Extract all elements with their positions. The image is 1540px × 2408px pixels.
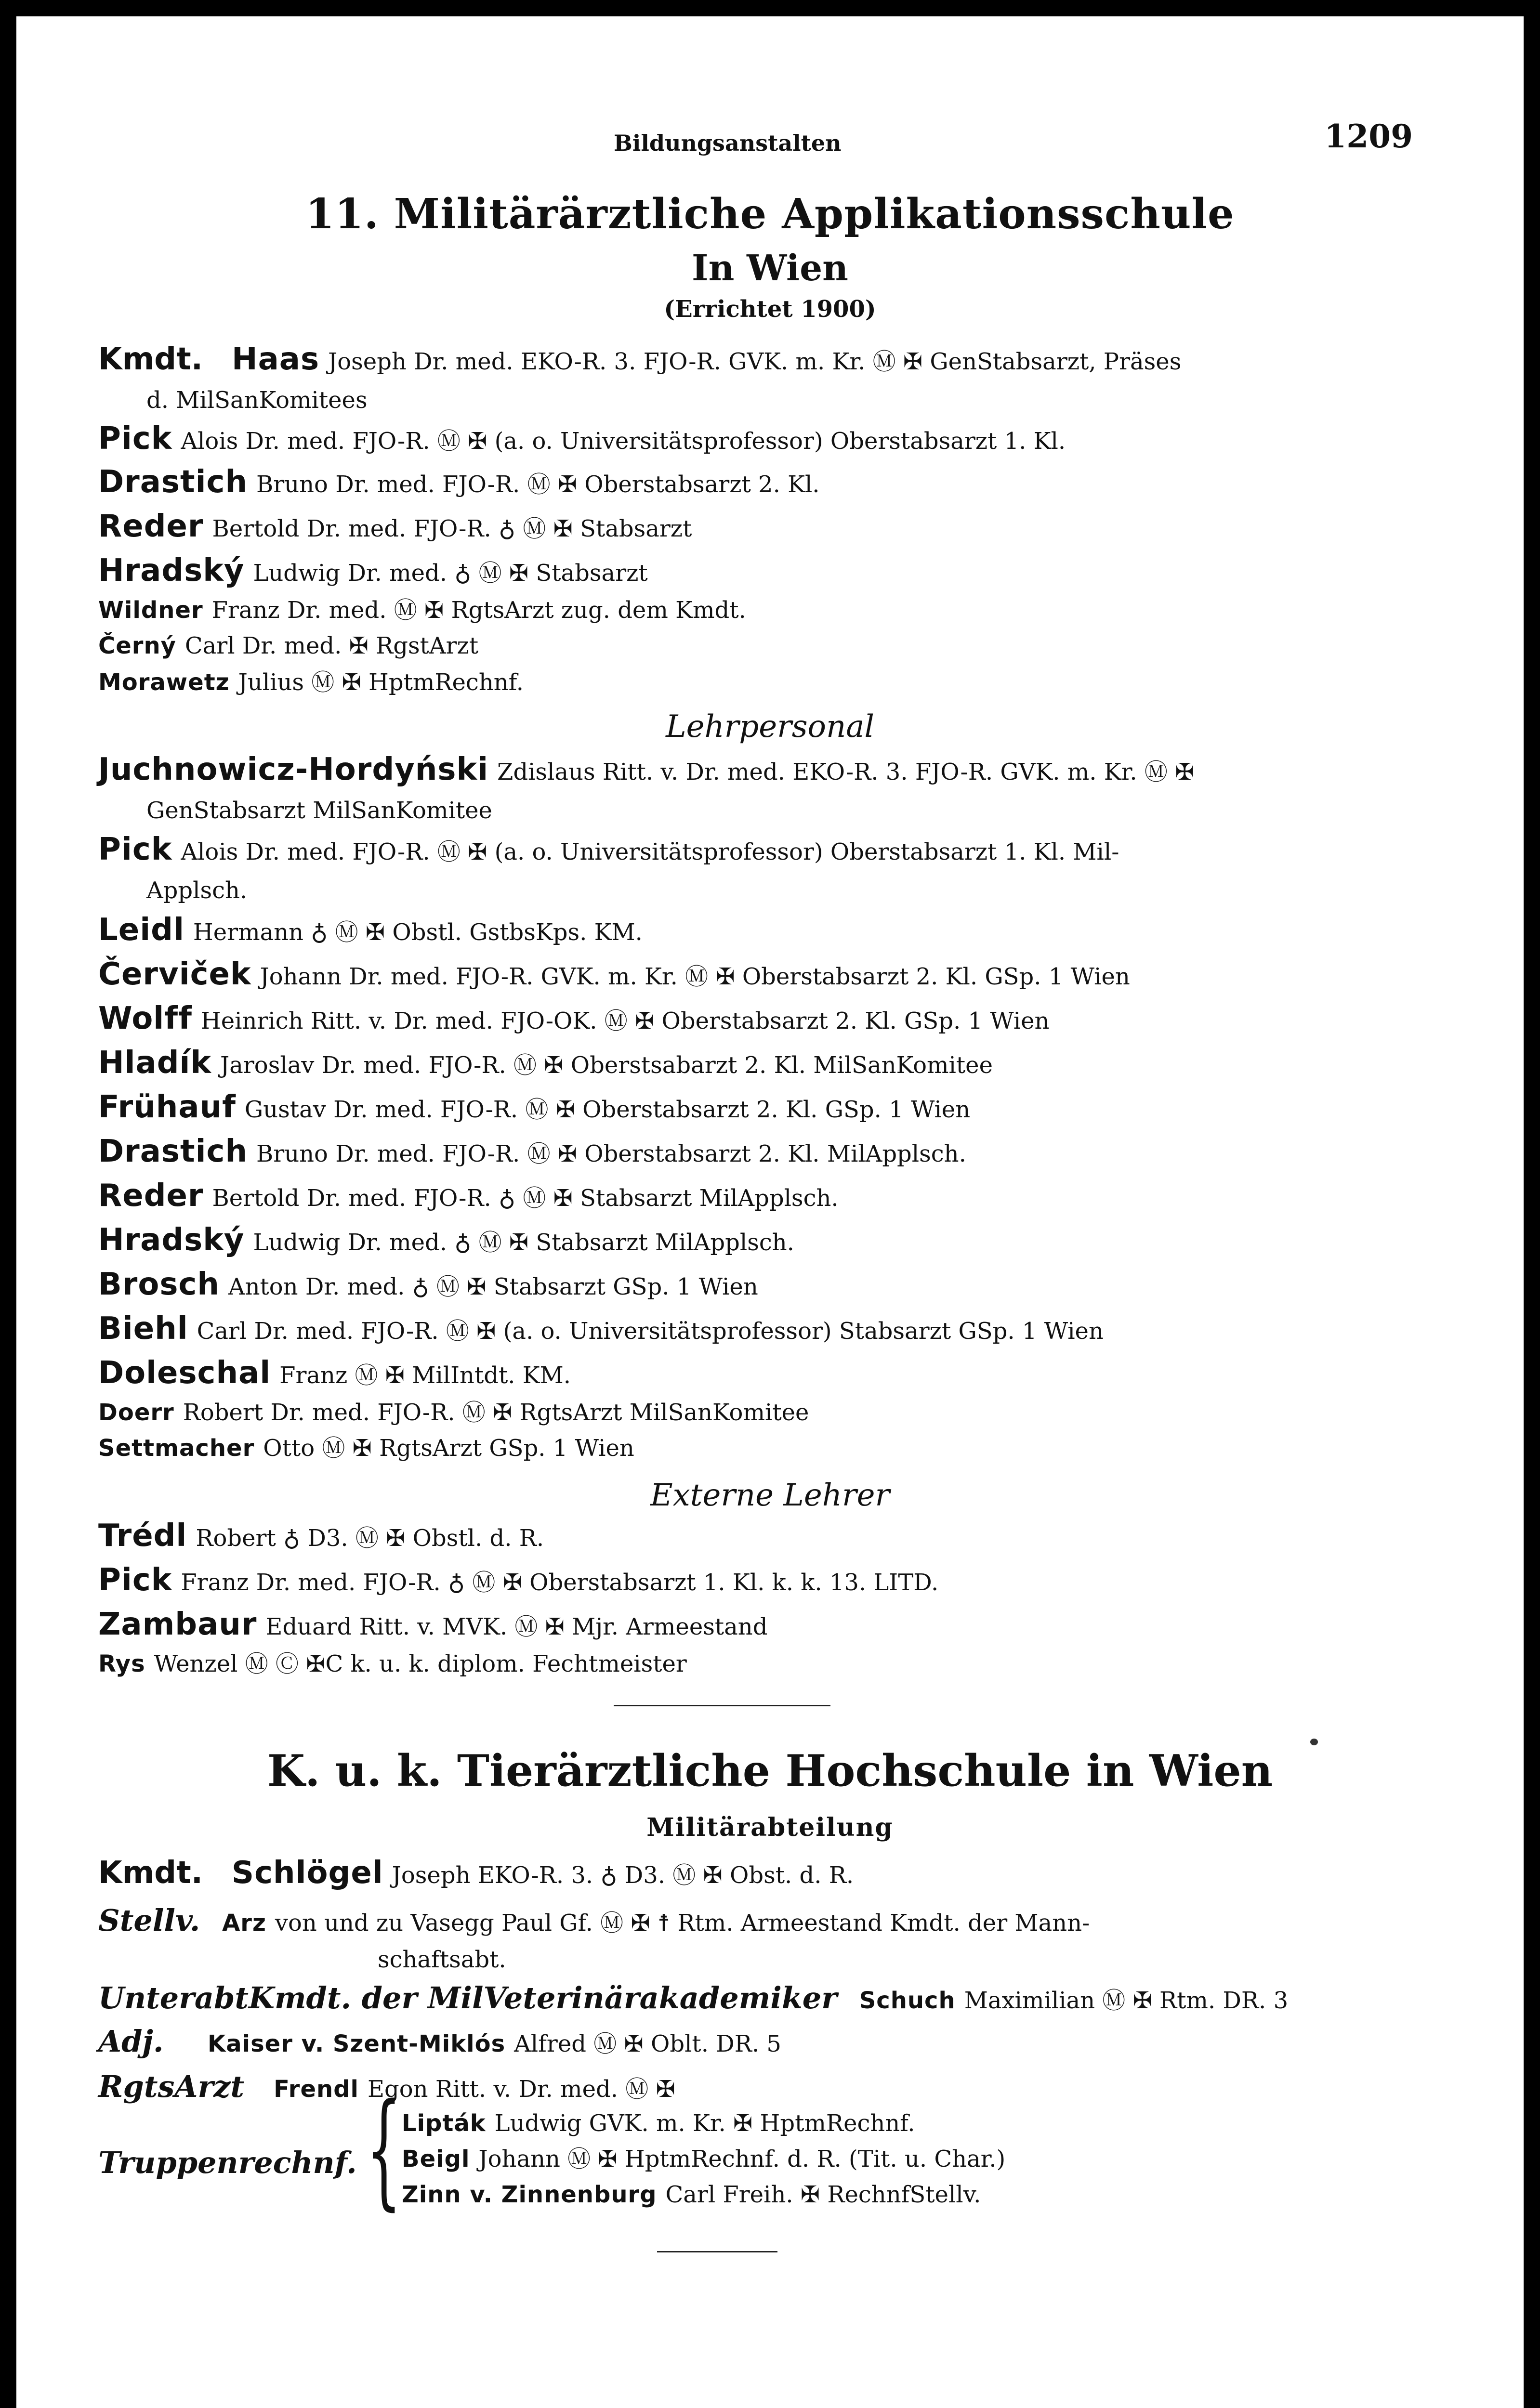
truppen-item: Beigl Johann Ⓜ ✠ HptmRechnf. d. R. (Tit. u. Char.): [402, 2146, 1006, 2172]
stellv-entry: Stellv. Arz von und zu Vasegg Paul Gf. Ⓜ ✠ ☨ Rtm. Armeestand Kmdt. der Mann- schaftsabt.: [98, 1903, 1090, 1973]
document-page: [16, 16, 1524, 2408]
running-title: Bildungsanstalten: [614, 130, 842, 156]
rgtsarzt-entry: RgtsArzt Frendl Egon Ritt. v. Dr. med. Ⓜ ✠: [98, 2069, 675, 2104]
staff-entry: Wildner Franz Dr. med. Ⓜ ✠ RgtsArzt zug. dem Kmdt.: [98, 597, 746, 624]
staff-entry: Reder Bertold Dr. med. FJO-R. ♁ Ⓜ ✠ Stabsarzt: [98, 509, 692, 544]
ink-speck: [1310, 1739, 1318, 1745]
school-founded: (Errichtet 1900): [664, 296, 876, 323]
section-heading-lehrpersonal: Lehrpersonal: [666, 709, 874, 745]
teacher-entry: Reder Bertold Dr. med. FJO-R. ♁ Ⓜ ✠ Stabsarzt MilApplsch.: [98, 1178, 839, 1214]
staff-entry: Morawetz Julius Ⓜ ✠ HptmRechnf.: [98, 669, 524, 696]
external-teacher-entry: Trédl Robert ♁ D3. Ⓜ ✠ Obstl. d. R.: [98, 1518, 544, 1554]
school2-subtitle: Militärabteilung: [646, 1813, 894, 1842]
teacher-entry: Drastich Bruno Dr. med. FJO-R. Ⓜ ✠ Oberstabsarzt 2. Kl. MilApplsch.: [98, 1134, 966, 1169]
kmdt-entry: Kmdt. Schlögel Joseph EKO-R. 3. ♁ D3. Ⓜ ✠ Obst. d. R.: [98, 1855, 854, 1891]
external-teacher-entry: Zambaur Eduard Ritt. v. MVK. Ⓜ ✠ Mjr. Armeestand: [98, 1607, 768, 1642]
teacher-entry: Juchnowicz-Hordyński Zdislaus Ritt. v. Dr. med. EKO-R. 3. FJO-R. GVK. m. Kr. Ⓜ ✠ GenStabsarzt MilSanKomitee: [98, 752, 1195, 824]
staff-entry: Pick Alois Dr. med. FJO-R. Ⓜ ✠ (a. o. Universitätsprofessor) Oberstabsarzt 1. Kl.: [98, 421, 1066, 457]
staff-entry: Drastich Bruno Dr. med. FJO-R. Ⓜ ✠ Oberstabsarzt 2. Kl.: [98, 464, 820, 500]
staff-entry: Kmdt. Haas Joseph Dr. med. EKO-R. 3. FJO-R. GVK. m. Kr. Ⓜ ✠ GenStabsarzt, Präses d. MilSanKomitees: [98, 341, 1182, 414]
school-title: 11. Militärärztliche Applikationsschule: [305, 190, 1235, 238]
teacher-entry: Brosch Anton Dr. med. ♁ Ⓜ ✠ Stabsarzt GSp. 1 Wien: [98, 1267, 758, 1302]
teacher-entry: Leidl Hermann ♁ Ⓜ ✠ Obstl. GstbsKps. KM.: [98, 912, 643, 948]
section-heading-externe-lehrer: Externe Lehrer: [650, 1478, 890, 1513]
truppen-item: Lipták Ludwig GVK. m. Kr. ✠ HptmRechnf.: [402, 2110, 915, 2137]
teacher-entry: Pick Alois Dr. med. FJO-R. Ⓜ ✠ (a. o. Universitätsprofessor) Oberstabsarzt 1. Kl. Mil- Applsch.: [98, 832, 1119, 904]
teacher-entry: Frühauf Gustav Dr. med. FJO-R. Ⓜ ✠ Oberstabsarzt 2. Kl. GSp. 1 Wien: [98, 1089, 971, 1125]
teacher-entry: Doleschal Franz Ⓜ ✠ MilIntdt. KM.: [98, 1355, 571, 1391]
teacher-entry: Hladík Jaroslav Dr. med. FJO-R. Ⓜ ✠ Oberstsabarzt 2. Kl. MilSanKomitee: [98, 1045, 993, 1081]
teacher-entry: Biehl Carl Dr. med. FJO-R. Ⓜ ✠ (a. o. Universitätsprofessor) Stabsarzt GSp. 1 Wien: [98, 1311, 1104, 1347]
divider: [614, 1705, 830, 1706]
divider: [657, 2251, 777, 2252]
external-teacher-entry: Rys Wenzel Ⓜ Ⓒ ✠C k. u. k. diplom. Fechtmeister: [98, 1650, 687, 1677]
school2-title: K. u. k. Tierärztliche Hochschule in Wien: [267, 1745, 1273, 1796]
teacher-entry: Wolff Heinrich Ritt. v. Dr. med. FJO-OK. Ⓜ ✠ Oberstabsarzt 2. Kl. GSp. 1 Wien: [98, 1001, 1050, 1036]
teacher-entry: Červiček Johann Dr. med. FJO-R. GVK. m. Kr. Ⓜ ✠ Oberstabsarzt 2. Kl. GSp. 1 Wien: [98, 956, 1130, 992]
school-location: In Wien: [692, 248, 848, 289]
teacher-entry: Doerr Robert Dr. med. FJO-R. Ⓜ ✠ RgtsArzt MilSanKomitee: [98, 1399, 809, 1426]
adj-entry: Adj. Kaiser v. Szent-Miklós Alfred Ⓜ ✠ Oblt. DR. 5: [98, 2024, 781, 2059]
truppen-label: Truppenrechnf.: [98, 2145, 357, 2180]
brace: {: [366, 2077, 402, 2223]
external-teacher-entry: Pick Franz Dr. med. FJO-R. ♁ Ⓜ ✠ Oberstabsarzt 1. Kl. k. k. 13. LITD.: [98, 1562, 939, 1598]
teacher-entry: Hradský Ludwig Dr. med. ♁ Ⓜ ✠ Stabsarzt MilApplsch.: [98, 1222, 794, 1258]
unterabt-entry: UnterabtKmdt. der MilVeterinärakademiker Schuch Maximilian Ⓜ ✠ Rtm. DR. 3: [98, 1980, 1289, 2015]
staff-entry: Hradský Ludwig Dr. med. ♁ Ⓜ ✠ Stabsarzt: [98, 553, 648, 589]
staff-entry: Černý Carl Dr. med. ✠ RgstArzt: [98, 632, 479, 659]
teacher-entry: Settmacher Otto Ⓜ ✠ RgtsArzt GSp. 1 Wien: [98, 1435, 634, 1462]
page-number: 1209: [1324, 118, 1413, 155]
truppen-item: Zinn v. Zinnenburg Carl Freih. ✠ RechnfStellv.: [402, 2181, 981, 2208]
